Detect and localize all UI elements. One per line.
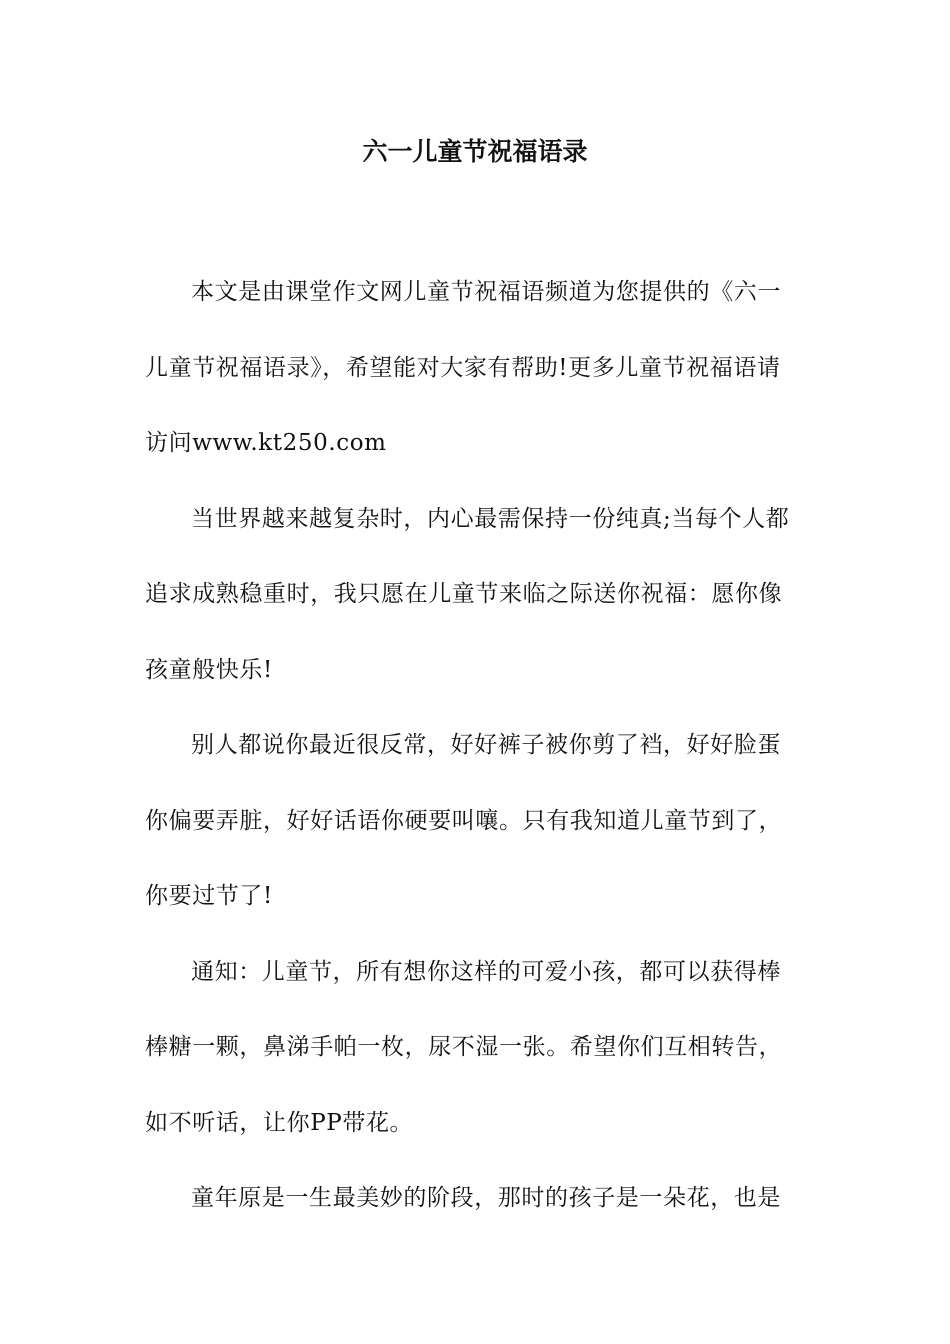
paragraph-3 <box>145 708 810 935</box>
paragraph-line: 别人都说你最近很反常，好好裤子被你剪了裆，好好脸蛋 <box>191 732 781 758</box>
document-body <box>145 255 810 1237</box>
paragraph-line: 你要过节了! <box>145 883 273 909</box>
paragraph-1 <box>145 255 810 482</box>
paragraph-line: 访问www.kt250.com <box>145 430 387 456</box>
paragraph-line: 通知：儿童节，所有想你这样的可爱小孩，都可以获得棒 <box>191 958 781 985</box>
paragraph-line: 童年原是一生最美妙的阶段，那时的孩子是一朵花，也是 <box>191 1185 781 1211</box>
paragraph-line: 你偏要弄脏，好好话语你硬要叫嚷。只有我知道儿童节到了， <box>145 807 783 834</box>
paragraph-line: 如不听话，让你PP带花。 <box>145 1109 414 1136</box>
document-title: 六一儿童节祝福语录 <box>362 137 588 166</box>
paragraph-line: 本文是由课堂作文网儿童节祝福语频道为您提供的《六一 <box>191 279 781 305</box>
paragraph-4 <box>145 935 810 1162</box>
paragraph-2 <box>145 482 810 709</box>
paragraph-line: 当世界越来越复杂时，内心最需保持一份纯真;当每个人都 <box>191 505 790 532</box>
paragraph-5 <box>145 1161 810 1237</box>
paragraph-line: 追求成熟稳重时，我只愿在儿童节来临之际送你祝福：愿你像 <box>145 581 783 607</box>
paragraph-line: 孩童般快乐! <box>145 656 273 683</box>
paragraph-line: 儿童节祝福语录》，希望能对大家有帮助!更多儿童节祝福语请 <box>145 354 781 381</box>
paragraph-line: 棒糖一颗，鼻涕手帕一枚，尿不湿一张。希望你们互相转告， <box>145 1034 783 1060</box>
